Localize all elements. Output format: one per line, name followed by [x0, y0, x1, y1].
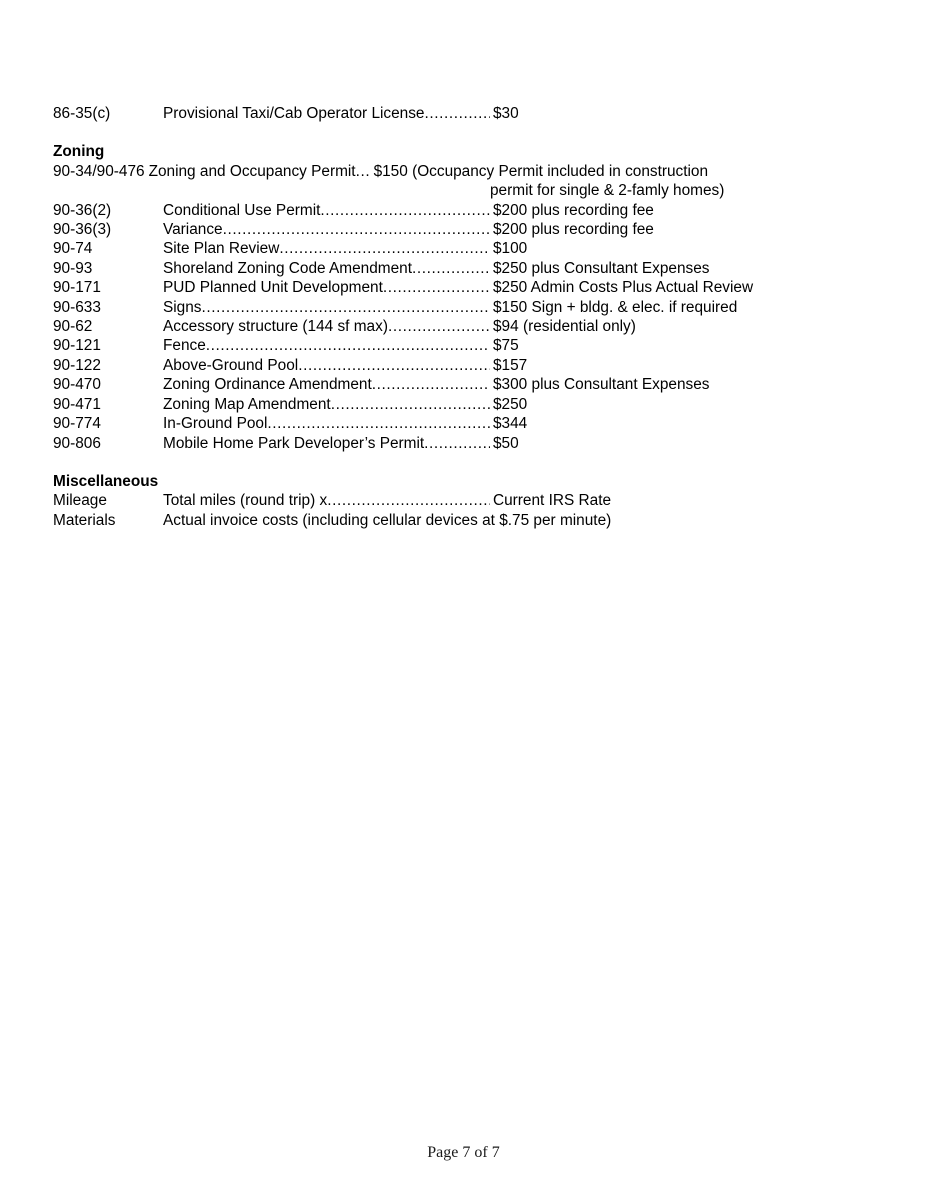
dot-leader: [356, 162, 371, 181]
misc-code: Materials: [53, 511, 116, 529]
fee-price: $150 Sign + bldg. & elec. if required: [493, 298, 738, 316]
section-heading-miscellaneous: Miscellaneous: [53, 472, 159, 490]
dot-leader: [327, 491, 490, 510]
fee-label: Zoning and Occupancy Permit: [148, 162, 356, 180]
fee-description: [163, 375, 490, 394]
fee-price-continuation: permit for single & 2-famly homes): [490, 182, 725, 200]
dot-leader: [298, 356, 490, 375]
fee-code: 90-121: [53, 337, 101, 355]
fee-label: Mobile Home Park Developer’s Permit: [163, 434, 425, 452]
dot-leader: [372, 375, 490, 394]
fee-price: $30: [493, 105, 519, 122]
fee-code: 90-36(2): [53, 201, 112, 219]
fee-description: [163, 239, 490, 258]
fee-code: 90-471: [53, 395, 101, 413]
fee-price: $250 plus Consultant Expenses: [493, 259, 710, 277]
fee-description: [163, 336, 490, 355]
fee-row: [53, 298, 863, 317]
misc-row: [53, 491, 863, 510]
fee-price: $157: [493, 356, 528, 374]
fee-row: [53, 414, 863, 433]
fee-description: [163, 414, 490, 433]
fee-label: Accessory structure (144 sf max): [163, 318, 388, 336]
misc-description: [163, 511, 611, 530]
dot-leader: [206, 336, 490, 355]
dot-leader: [424, 434, 490, 453]
fee-row: [53, 317, 863, 336]
dot-leader: [331, 395, 490, 414]
fee-price: $300 plus Consultant Expenses: [493, 376, 710, 394]
fee-price: $94 (residential only): [493, 318, 636, 336]
fee-label: PUD Planned Unit Development: [163, 279, 383, 297]
misc-label: Total miles (round trip) x: [163, 492, 328, 510]
fee-description: [163, 259, 490, 278]
fee-row: [53, 395, 863, 414]
fee-price: $50: [493, 434, 519, 452]
fee-label: Site Plan Review: [163, 240, 280, 258]
fee-code: 90-34/90-476: [53, 162, 145, 180]
fee-row: [53, 104, 863, 123]
fee-code: 90-171: [53, 279, 101, 297]
fee-code: 90-774: [53, 415, 101, 433]
fee-description: [163, 356, 490, 375]
fee-label: Signs: [163, 298, 202, 316]
fee-code: 86-35(c): [53, 105, 111, 122]
fee-row: [53, 259, 863, 278]
fee-label: Zoning Map Amendment: [163, 395, 331, 413]
fee-label: Variance: [163, 221, 223, 239]
fee-label: Conditional Use Permit: [163, 201, 321, 219]
fee-price: $100: [493, 240, 528, 258]
dot-leader: [202, 298, 491, 317]
fee-row: [53, 278, 863, 297]
fee-price: $75: [493, 337, 519, 355]
dot-leader: [279, 239, 490, 258]
fee-description: [163, 220, 490, 239]
fee-price: $200 plus recording fee: [493, 201, 654, 219]
section-spacer: [53, 123, 863, 142]
misc-description: [163, 491, 490, 510]
section-heading-zoning: Zoning: [53, 143, 105, 161]
fee-description: [163, 298, 490, 317]
fee-row: [53, 162, 863, 181]
fee-price: $250 Admin Costs Plus Actual Review: [493, 279, 754, 297]
fee-price: $250: [493, 395, 528, 413]
dot-leader: [320, 201, 490, 220]
misc-price: Current IRS Rate: [493, 492, 612, 510]
dot-leader: [267, 414, 490, 433]
fee-description: [163, 434, 490, 453]
dot-leader: [383, 278, 490, 297]
fee-code: 90-62: [53, 318, 93, 336]
fee-code: 90-633: [53, 298, 101, 316]
fee-row: [53, 220, 863, 239]
fee-label: Fence: [163, 337, 206, 355]
fee-row: [53, 239, 863, 258]
fee-label: Zoning Ordinance Amendment: [163, 376, 372, 394]
dot-leader: [425, 104, 491, 123]
fee-code: 90-470: [53, 376, 101, 394]
document-body: [53, 104, 863, 530]
fee-description: [163, 395, 490, 414]
fee-description: [163, 278, 490, 297]
fee-description: [163, 104, 490, 123]
fee-description: [163, 317, 490, 336]
fee-code: 90-74: [53, 240, 93, 258]
fee-label: Above-Ground Pool: [163, 356, 299, 374]
dot-leader: [223, 220, 490, 239]
fee-row: [53, 201, 863, 220]
fee-row: [53, 375, 863, 394]
fee-description: [149, 162, 371, 181]
page-footer: Page 7 of 7: [427, 1144, 500, 1161]
fee-row: [53, 336, 863, 355]
fee-code: 90-122: [53, 356, 101, 374]
fee-code: 90-93: [53, 259, 93, 277]
fee-label: Shoreland Zoning Code Amendment: [163, 259, 412, 277]
dot-leader: [388, 317, 490, 336]
fee-label: In-Ground Pool: [163, 415, 268, 433]
misc-label: Actual invoice costs (including cellular devices at $.75 per minute): [163, 511, 612, 529]
fee-code: 90-36(3): [53, 221, 112, 239]
misc-code: Mileage: [53, 492, 107, 510]
fee-row: [53, 356, 863, 375]
fee-label: Provisional Taxi/Cab Operator License: [163, 105, 425, 122]
dot-leader: [412, 259, 490, 278]
fee-description: [163, 201, 490, 220]
fee-row: [53, 434, 863, 453]
fee-price: $150 (Occupancy Permit included in construction: [373, 162, 709, 180]
misc-row: [53, 511, 863, 530]
fee-price: $344: [493, 415, 528, 433]
fee-price: $200 plus recording fee: [493, 221, 654, 239]
fee-code: 90-806: [53, 434, 101, 452]
